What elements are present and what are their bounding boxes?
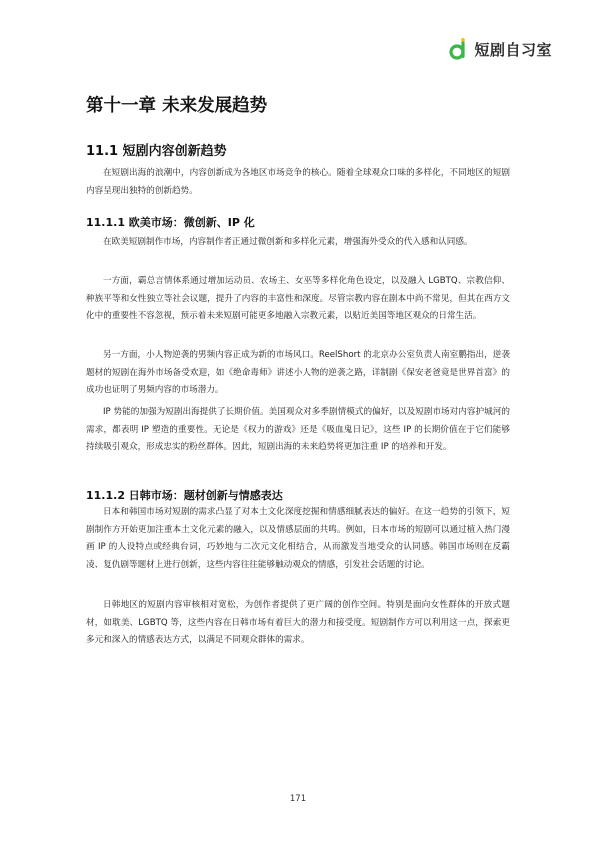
page-header [0,0,596,70]
page-number: 171 [289,794,307,804]
chapter-title: 第十一章 未来发展趋势 [86,96,268,116]
subsection-1-paragraph-2: 一方面，霸总言情体系通过增加运动员、农场主、女巫等多样化角色设定，以及融入 LGBTQ、宗教信仰、种族平等和女性独立等社会议题，提升了内容的丰富性和深度。尽管宗教内容在剧本中尚不常见，但其在西方文化中的重要性不容忽视，预示着未来短剧可能更多地融入宗教元素，以贴近美国等地区观众的日常生活。 [86,276,510,321]
section-title: 11.1 短剧内容创新趋势 [86,144,227,159]
logo-text: 短剧自习室 [474,40,552,59]
subsection-2-title: 11.1.2 日韩市场：题材创新与情感表达 [86,489,283,502]
subsection-1-title: 11.1.1 欧美市场：微创新、IP 化 [86,216,255,229]
logo-mark-icon [448,38,470,60]
section-intro-paragraph: 在短剧出海的浪潮中，内容创新成为各地区市场竞争的核心。随着全球观众口味的多样化，不同地区的短剧内容呈现出独特的创新趋势。 [86,168,510,196]
subsection-1-paragraph-4: IP 势能的加强为短剧出海提供了长期价值。美国观众对多季剧情模式的偏好，以及短剧市场对内容护城河的需求，都表明 IP 塑造的重要性。无论是《权力的游戏》还是《吸血鬼日记》，这些 IP 的长期价值在于它们能够持续吸引观众，形成忠实的粉丝群体。因此，短剧出海的未来趋势将更加注重 IP 的培养和开发。 [86,407,510,452]
subsection-2-paragraph-2: 日韩地区的短剧内容审核相对宽松，为创作者提供了更广阔的创作空间。特别是面向女性群体的开放式题材，如耽美、LGBTQ 等，这些内容在日韩市场有着巨大的潜力和接受度。短剧制作方可以利用这一点，探索更多元和深入的情感表达方式，以满足不同观众群体的需求。 [86,600,510,645]
subsection-1-paragraph-1: 在欧美短剧制作市场，内容制作者正通过微创新和多样化元素，增强海外受众的代入感和认同感。 [103,237,473,247]
brand-logo [448,38,552,60]
subsection-2-paragraph-1: 日本和韩国市场对短剧的需求凸显了对本土文化深度挖掘和情感细腻表达的偏好。在这一趋势的引领下，短剧制作方开始更加注重本土文化元素的融入，以及情感层面的共鸣。例如，日本市场的短剧可以通过植入热门漫画 IP 的人设特点或经典台词，巧妙地与二次元文化相结合，从而激发当地受众的认同感。韩国市场则在反霸凌、复仇剧等题材上进行创新，这些内容往往能够触动观众的情感，引发社会话题的讨论。 [86,507,510,570]
subsection-1-paragraph-3: 另一方面，小人物逆袭的男频内容正成为新的市场风口。ReelShort 的北京办公室负责人南室鹏指出，逆袭题材的短剧在海外市场备受欢迎，如《绝命毒师》讲述小人物的逆袭之路，详制剧《保安老爸竟是世界首富》的成功也证明了男频内容的市场潜力。 [86,350,510,395]
